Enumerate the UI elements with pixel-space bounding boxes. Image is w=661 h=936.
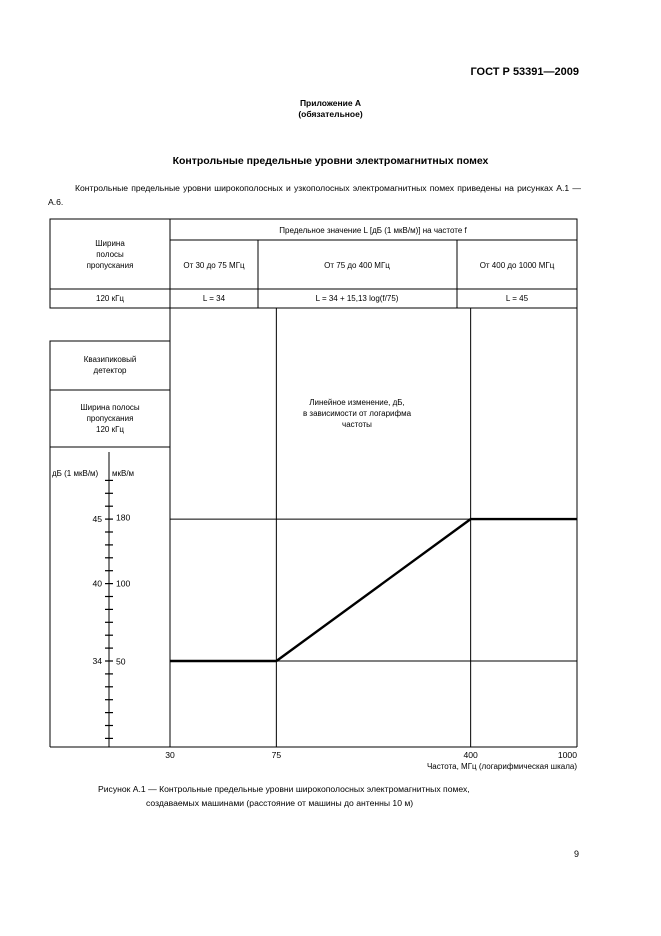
region-note-3: частоты — [342, 420, 372, 429]
annex-title: Приложение А — [299, 98, 362, 108]
intro-paragraph: Контрольные предельные уровни широкополосных и узкополосных электромагнитных помех приведены на рисунках А.1 — А.6. — [48, 183, 581, 207]
region-note-1: Линейное изменение, дБ, — [309, 398, 405, 407]
y-tick-label-uv: 100 — [116, 578, 131, 589]
section-title: Контрольные предельные уровни электромагнитных помех — [172, 155, 489, 167]
y-tick-label-db: 34 — [92, 656, 102, 666]
x-axis-label: Частота, МГц (логарифмическая шкала) — [426, 762, 577, 771]
limit-curve — [170, 519, 577, 661]
formula-400-1000: L = 45 — [505, 294, 529, 303]
x-tick-label: 400 — [463, 750, 478, 760]
x-tick-label: 30 — [165, 750, 175, 760]
standard-number: ГОСТ Р 53391—2009 — [470, 66, 579, 78]
figure-caption — [98, 783, 470, 810]
page-number: 9 — [573, 849, 579, 859]
bandwidth-head-1: Ширина — [95, 239, 125, 248]
x-tick-label: 75 — [271, 750, 282, 760]
range-75-400: От 75 до 400 МГц — [324, 261, 390, 270]
bandwidth-head-3: пропускания — [86, 261, 134, 270]
formula-30-75: L = 34 — [202, 294, 226, 303]
region-note-2: в зависимости от логарифма — [302, 409, 412, 418]
y-tick-label-db: 45 — [92, 514, 102, 525]
bandwidth-value: 120 кГц — [96, 294, 124, 303]
range-400-1000: От 400 до 1000 МГц — [479, 261, 555, 270]
range-30-75: От 30 до 75 МГц — [183, 261, 245, 270]
limit-head: Предельное значение L [дБ (1 мкВ/м)] на частоте f — [279, 226, 467, 235]
detector-label-1: Квазипиковый — [83, 355, 137, 364]
annex-status: (обязательное) — [298, 109, 363, 119]
y-tick-label-db: 40 — [92, 578, 102, 589]
bandwidth-head-2: полосы — [96, 250, 124, 259]
y-tick-label-uv: 50 — [116, 656, 126, 667]
side-bandwidth-1: Ширина полосы — [80, 403, 140, 412]
caption-line-1: Рисунок А.1 — Контрольные предельные уровни широкополосных электромагнитных помех, — [98, 784, 470, 794]
x-tick-label: 1000 — [557, 750, 577, 760]
side-bandwidth-2: пропускания — [86, 414, 134, 423]
detector-label-2: детектор — [93, 366, 127, 375]
caption-line-2: создаваемых машинами (расстояние от машины до антенны 10 м) — [146, 797, 414, 808]
unit-uv-label: мкВ/м — [112, 469, 135, 478]
side-bandwidth-3: 120 кГц — [96, 425, 124, 434]
y-tick-label-uv: 180 — [116, 512, 131, 523]
formula-75-400: L = 34 + 15,13 log(f/75) — [315, 294, 399, 303]
unit-db-label: дБ (1 мкВ/м) — [52, 469, 99, 478]
